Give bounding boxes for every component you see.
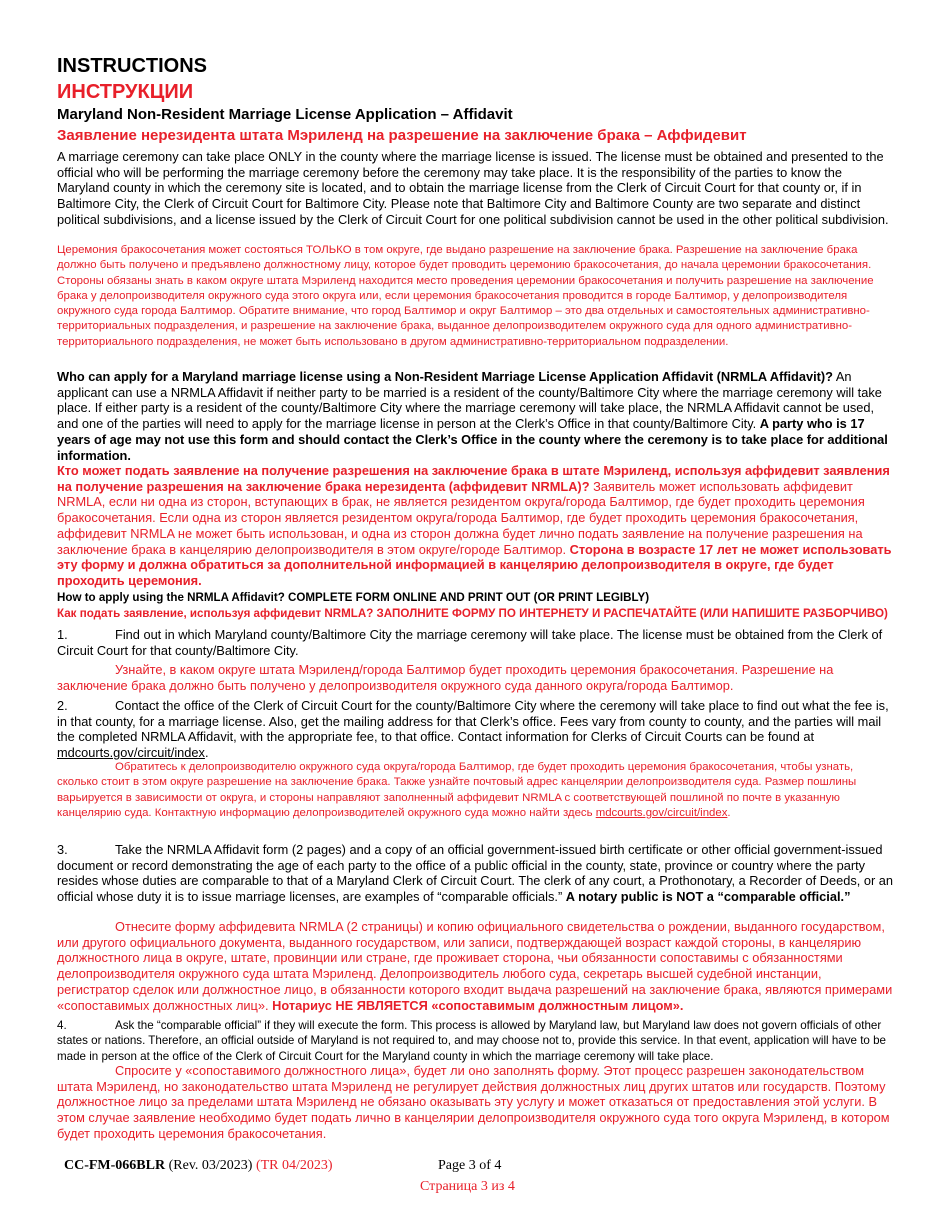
step-3-bold-note-ru: Нотариус НЕ ЯВЛЯЕТСЯ «сопоставимым должностным лицом».	[272, 997, 684, 1013]
step-4-text-ru: Спросите у «сопоставимого должностного лица», будет ли оно заполнять форму. Этот процесс разрешен законодательством штата Мэриленд, но законодательство штата Мэриленд не регулирует действия должностных лиц других штатов или государств. Поэтому должностное лицо за пределами штата Мэриленд не обязано оказывать эту услугу и может отказаться от предоставления этой услуги. В этом случае заявление необходимо будет подать лично в канцелярии делопроизводителя окружного суда того округа Мэриленд, в котором будет проходить церемония бракосочетания.	[57, 1063, 890, 1141]
who-bold-note-ru: Сторона в возрасте 17 лет не может использовать эту форму и должна обратиться за дополнительной информацией в канцелярию делопроизводителя в округе, где будет проходить церемония.	[57, 541, 892, 588]
who-paragraph	[57, 369, 897, 463]
page-number: Page 3 of 4	[438, 1158, 502, 1173]
who-question-ru: Кто может подать заявление на получение разрешения на заключение брака в штате Мэриленд, используя аффидевит заявления на получение разрешения на заключение брака нерезидента (аффидевит NRMLA)?	[57, 463, 890, 494]
step-2-number: 2.	[57, 698, 68, 713]
how-heading-ru: Как подать заявление, используя аффидевит NRMLA? ЗАПОЛНИТЕ ФОРМУ ПО ИНТЕРНЕТУ И РАСПЕЧАТАЙТЕ (ИЛИ НАПИШИТЕ РАЗБОРЧИВО)	[57, 607, 888, 620]
who-paragraph-ru	[57, 463, 897, 589]
step-4-number: 4.	[57, 1019, 67, 1032]
step-1	[57, 627, 897, 658]
step-3-bold-note: A notary public is NOT a “comparable official.”	[565, 889, 851, 905]
step-4-text: Ask the “comparable official” if they will execute the form. This process is allowed by Maryland law, but Maryland law does not govern officials of other states or nations. Therefore, an official outside of Maryland is not required to, and may choose not to, provide this service. In that event, application will have to be made in person at the office of the Clerk of Circuit Court for the Maryland county in which the marriage ceremony will take place.	[57, 1019, 886, 1063]
who-body-ru: Заявитель может использовать аффидевит NRMLA, если ни одна из сторон, вступающих в брак, не является резидентом округа/города Балтимор, где будет проходить церемония бракосочетания. Если одна из сторон является резидентом округа/города Балтимор, где будет проходить церемония бракосочетания, аффидевит NRMLA не может быть использован, и одна из сторон должна будет лично подать заявление на получение разрешения на заключение брака в канцелярию делопроизводителя в этом округе/городе Балтимор.	[57, 478, 865, 557]
form-title-ru: Заявление нерезидента штата Мэриленд на разрешение на заключение брака – Аффидевит	[57, 127, 747, 144]
intro-paragraph: A marriage ceremony can take place ONLY in the county where the marriage license is issued. The license must be obtained and presented to the official who will be performing the marriage ceremony before the ceremony may take place. It is the responsibility of the parties to know the Maryland county in which the ceremony site is located, and to obtain the marriage license from the Clerk of Circuit Court for that county or, if in Baltimore City, the Clerk of Circuit Court for Baltimore City. Please note that Baltimore City and Baltimore County are two separate and distinct political subdivisions, and a license issued by the Clerk of Circuit Court for one political subdivision cannot be used in the other political subdivision.	[57, 149, 889, 227]
step-3-text: Take the NRMLA Affidavit form (2 pages) and a copy of an official government-issued birth certificate or other official government-issued document or record demonstrating the age of each party to the office of a public official in the county, state, province or country where the party resides whose duties are comparable to that of a Maryland Clerk of Circuit Court. The clerk of any court, a Prothonotary, a Recorder of Deeds, or an official whose duty it is to issue marriage licenses, are examples of “comparable officials.”	[57, 842, 893, 905]
who-bold-note: A party who is 17 years of age may not use this form and should contact the Clerk’s Office in the county where the ceremony is to take place for additional information.	[57, 416, 888, 463]
who-question: Who can apply for a Maryland marriage license using a Non-Resident Marriage License Application Affidavit (NRMLA Affidavit)?	[57, 369, 833, 384]
circuit-courts-link[interactable]: mdcourts.gov/circuit/index	[57, 745, 205, 761]
intro-paragraph-ru: Церемония бракосочетания может состояться ТОЛЬКО в том округе, где выдано разрешение на заключение брака. Разрешение на заключение брака должно быть получено и предъявлено должностному лицу, которое будет проводить церемонию бракосочетания, до начала церемонии бракосочетания. Стороны обязаны знать в каком округе штата Мэриленд находится место проведения церемонии бракосочетания и получить разрешение на заключение брака у делопроизводителя окружного суда этого округа или, если церемония бракосочетания проводится в городе Балтимор, у делопроизводителя окружного суда города Балтимор. Обратите внимание, что город Балтимор и округ Балтимор – это два отдельных и самостоятельных административно-территориальных подразделения, и разрешение на заключение брака, выданное делопроизводителем окружного суда для одного административно-территориального подразделения, не может быть использовано в другом административно-территориальном подразделении.	[57, 244, 874, 348]
instructions-heading-ru: ИНСТРУКЦИИ	[57, 81, 194, 103]
step-2-text-ru: Обратитесь к делопроизводителю окружного суда округа/города Балтимор, где будет проходить церемония бракосочетания, чтобы узнать, сколько стоит в этом округе разрешение на заключение брака. Также узнайте почтовый адрес канцелярии делопроизводителя суда. Размер пошлины варьируется в зависимости от округа, и стороны направляют заполненный аффидевит NRMLA с соответствующей пошлиной по почте в указанную канцелярию суда. Контактную информацию делопроизводителей окружного суда можно найти здесь	[57, 761, 857, 819]
translation-revision: (TR 04/2023)	[255, 1158, 333, 1173]
form-revision: (Rev. 03/2023)	[165, 1158, 256, 1173]
step-2: 2. Contact the office of the Clerk of Circuit Court for the county/Baltimore City where the ceremony will take place to find out what the fee is, in that county, for a marriage license. Also, get the mailing address for that Clerk’s office. Fees vary from county to county, and the parties will mail the completed NRMLA Affidavit, with the appropriate fee, to that office. Contact information for Clerks of Circuit Courts can be found at mdcourts.gov/circuit/index.	[57, 698, 889, 761]
step-1-text: Find out in which Maryland county/Baltimore City the marriage ceremony will take place. The license must be obtained from the Clerk of Circuit Court for that county/Baltimore City.	[57, 627, 883, 658]
form-id: CC-FM-066BLR	[64, 1158, 166, 1173]
step-2-text: Contact the office of the Clerk of Circuit Court for the county/Baltimore City where the ceremony will take place to find out what the fee is, in that county, for a marriage license. Also, get the mailing address for that Clerk’s office. Fees vary from county to county, and the parties will mail the completed NRMLA Affidavit, with the appropriate fee, to that office. Contact information for Clerks of Circuit Courts can be found at	[57, 698, 889, 745]
form-id-footer	[64, 1158, 333, 1174]
step-3-ru	[57, 919, 897, 1013]
page-number-ru: Страница 3 из 4	[420, 1179, 515, 1194]
step-1-text-ru: Узнайте, в каком округе штата Мэриленд/города Балтимор будет проходить церемония бракосочетания. Разрешение на заключение брака должно быть получено у делопроизводителя окружного суда данного округа/города Балтимор.	[57, 662, 834, 693]
step-3	[57, 842, 897, 905]
step-4-ru	[57, 1063, 897, 1142]
who-body: An applicant can use a NRMLA Affidavit if neither party to be married is a resident of the county/Baltimore City where the marriage ceremony will take place. If either party is a resident of the county/Baltimore City where the marriage ceremony will take place, the NRMLA Affidavit cannot be used, and one of the parties will need to apply for the marriage license in person at the Clerk’s Office in that county/Baltimore City.	[57, 369, 882, 432]
step-4	[57, 1018, 897, 1064]
instructions-heading: INSTRUCTIONS	[57, 55, 207, 77]
step-1-number: 1.	[57, 627, 68, 642]
step-2-ru: Обратитесь к делопроизводителю окружного суда округа/города Балтимор, где будет проходить церемония бракосочетания, чтобы узнать, сколько стоит в этом округе разрешение на заключение брака. Также узнайте почтовый адрес канцелярии делопроизводителя суда. Размер пошлины варьируется в зависимости от округа, и стороны направляют заполненный аффидевит NRMLA с соответствующей пошлиной по почте в указанную канцелярию суда. Контактную информацию делопроизводителей окружного суда можно найти здесь mdcourts.gov/circuit/index.	[57, 761, 857, 819]
step-1-ru	[57, 662, 897, 693]
form-title: Maryland Non-Resident Marriage License Application – Affidavit	[57, 106, 513, 123]
how-heading: How to apply using the NRMLA Affidavit? COMPLETE FORM ONLINE AND PRINT OUT (OR PRINT LEGIBLY)	[57, 591, 650, 604]
circuit-courts-link-ru[interactable]: mdcourts.gov/circuit/index	[595, 806, 728, 819]
step-3-text-ru: Отнесите форму аффидевита NRMLA (2 страницы) и копию официального свидетельства о рождении, выданного государством, или другого официального документа, выданного государством, или записи, подтверждающей возраст каждой стороны, в канцелярию должностного лица в округе, штате, провинции или стране, где проживает сторона, чьи обязанности сопоставимы с обязанностями делопроизводителя окружного суда штата Мэриленд. Делопроизводитель любого суда, секретарь высшей судебной инстанции, регистратор сделок или должностное лицо, в обязанности которого входит выдача разрешений на заключение брака, являются примерами «сопоставимых должностных лиц».	[57, 919, 893, 1013]
step-3-number: 3.	[57, 842, 68, 857]
